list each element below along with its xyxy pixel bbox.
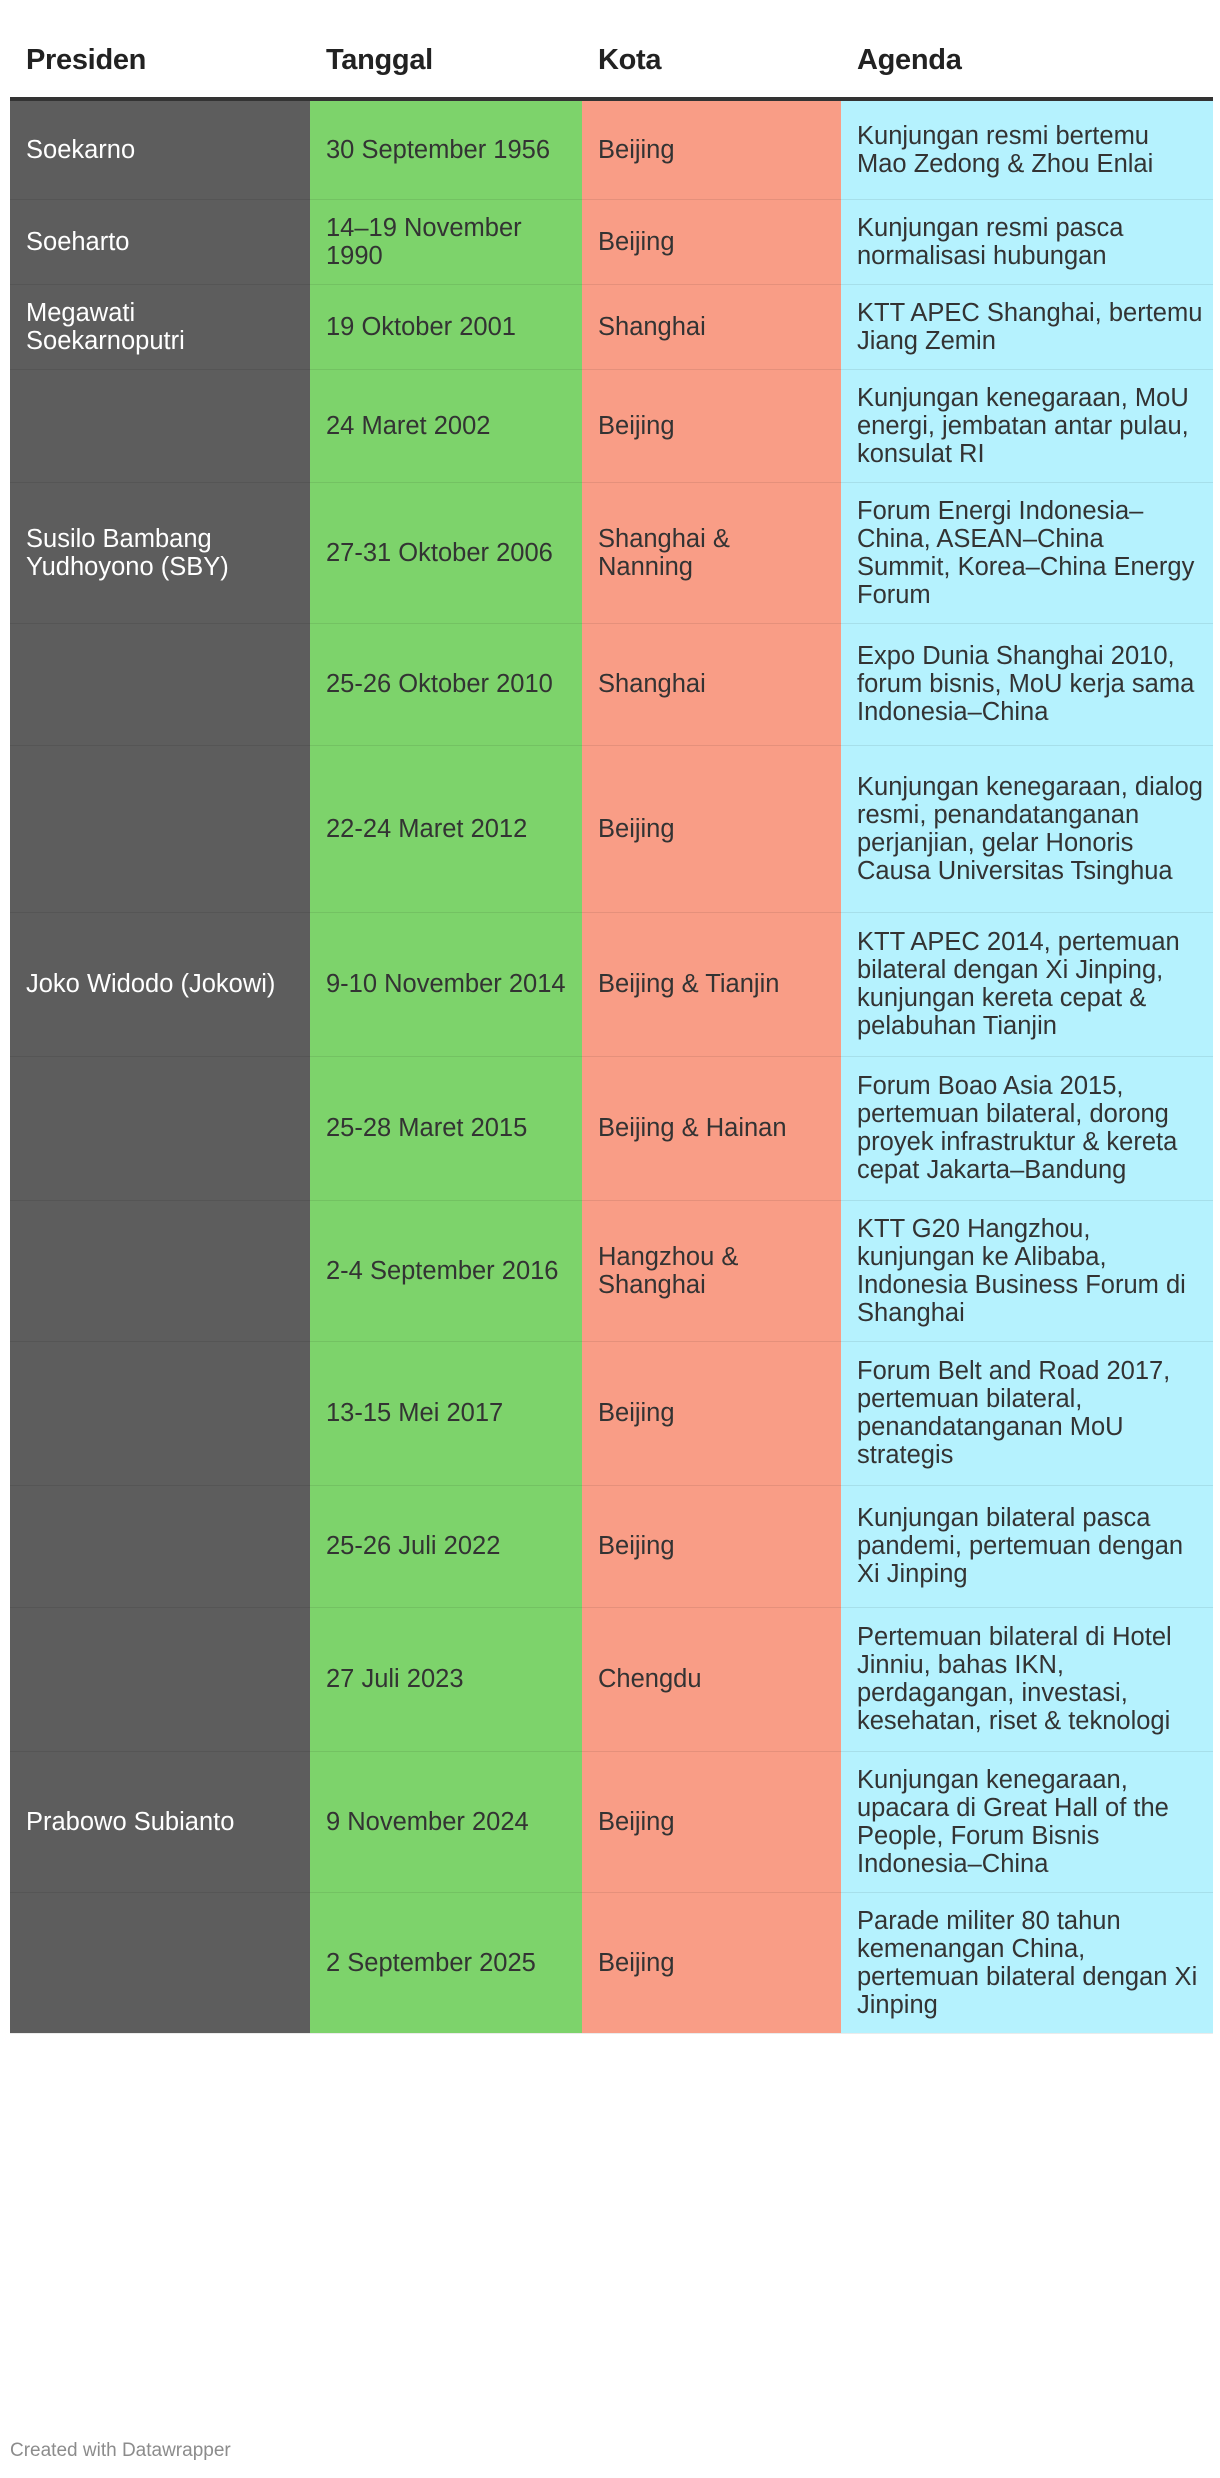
table-row bbox=[10, 99, 1213, 199]
cell-kota: Shanghai & Nanning bbox=[582, 482, 841, 623]
cell-agenda: Forum Boao Asia 2015, pertemuan bilateral, dorong proyek infrastruktur & kereta cepat Jakarta–Bandung bbox=[841, 1056, 1213, 1200]
cell-presiden: Soekarno bbox=[10, 99, 310, 199]
cell-agenda: Forum Energi Indonesia–China, ASEAN–China Summit, Korea–China Energy Forum bbox=[841, 482, 1213, 623]
table-row bbox=[10, 1892, 1213, 2033]
cell-kota: Beijing bbox=[582, 1892, 841, 2033]
cell-tanggal: 25-26 Juli 2022 bbox=[310, 1485, 582, 1607]
visits-table-container bbox=[10, 28, 1213, 2034]
header-row bbox=[10, 28, 1213, 99]
cell-presiden: Megawati Soekarnoputri bbox=[10, 284, 310, 369]
cell-agenda: Pertemuan bilateral di Hotel Jinniu, bahas IKN, perdagangan, investasi, kesehatan, riset & teknologi bbox=[841, 1607, 1213, 1751]
table-header bbox=[10, 28, 1213, 99]
cell-kota: Beijing bbox=[582, 369, 841, 482]
header-kota[interactable]: Kota bbox=[582, 28, 841, 99]
cell-presiden bbox=[10, 1892, 310, 2033]
cell-agenda: Kunjungan bilateral pasca pandemi, pertemuan dengan Xi Jinping bbox=[841, 1485, 1213, 1607]
cell-tanggal: 30 September 1956 bbox=[310, 99, 582, 199]
cell-agenda: Kunjungan resmi bertemu Mao Zedong & Zhou Enlai bbox=[841, 99, 1213, 199]
table-row bbox=[10, 1485, 1213, 1607]
header-tanggal[interactable]: Tanggal bbox=[310, 28, 582, 99]
cell-kota: Beijing bbox=[582, 99, 841, 199]
table-row bbox=[10, 1341, 1213, 1485]
table-row bbox=[10, 1200, 1213, 1341]
cell-presiden bbox=[10, 1607, 310, 1751]
header-agenda[interactable]: Agenda bbox=[841, 28, 1213, 99]
cell-agenda: Kunjungan kenegaraan, upacara di Great Hall of the People, Forum Bisnis Indonesia–China bbox=[841, 1751, 1213, 1892]
visits-table bbox=[10, 28, 1213, 2034]
cell-tanggal: 27-31 Oktober 2006 bbox=[310, 482, 582, 623]
cell-agenda: KTT APEC 2014, pertemuan bilateral dengan Xi Jinping, kunjungan kereta cepat & pelabuhan Tianjin bbox=[841, 912, 1213, 1056]
cell-presiden bbox=[10, 1341, 310, 1485]
cell-kota: Beijing bbox=[582, 1751, 841, 1892]
cell-kota: Beijing bbox=[582, 1485, 841, 1607]
cell-presiden: Soeharto bbox=[10, 199, 310, 284]
cell-tanggal: 24 Maret 2002 bbox=[310, 369, 582, 482]
cell-tanggal: 9 November 2024 bbox=[310, 1751, 582, 1892]
header-presiden[interactable]: Presiden bbox=[10, 28, 310, 99]
cell-presiden: Joko Widodo (Jokowi) bbox=[10, 912, 310, 1056]
cell-tanggal: 22-24 Maret 2012 bbox=[310, 745, 582, 912]
table-row bbox=[10, 369, 1213, 482]
cell-presiden bbox=[10, 623, 310, 745]
cell-agenda: KTT APEC Shanghai, bertemu Jiang Zemin bbox=[841, 284, 1213, 369]
cell-tanggal: 2-4 September 2016 bbox=[310, 1200, 582, 1341]
cell-agenda: Kunjungan kenegaraan, MoU energi, jembatan antar pulau, konsulat RI bbox=[841, 369, 1213, 482]
table-row bbox=[10, 1607, 1213, 1751]
cell-presiden bbox=[10, 1200, 310, 1341]
table-row bbox=[10, 482, 1213, 623]
cell-agenda: Kunjungan kenegaraan, dialog resmi, penandatanganan perjanjian, gelar Honoris Causa Universitas Tsinghua bbox=[841, 745, 1213, 912]
cell-presiden: Susilo Bambang Yudhoyono (SBY) bbox=[10, 482, 310, 623]
cell-agenda: Kunjungan resmi pasca normalisasi hubungan bbox=[841, 199, 1213, 284]
cell-kota: Beijing bbox=[582, 745, 841, 912]
table-row bbox=[10, 284, 1213, 369]
cell-tanggal: 9-10 November 2014 bbox=[310, 912, 582, 1056]
cell-presiden bbox=[10, 1485, 310, 1607]
cell-tanggal: 27 Juli 2023 bbox=[310, 1607, 582, 1751]
cell-agenda: Forum Belt and Road 2017, pertemuan bilateral, penandatanganan MoU strategis bbox=[841, 1341, 1213, 1485]
cell-kota: Shanghai bbox=[582, 623, 841, 745]
cell-kota: Beijing & Tianjin bbox=[582, 912, 841, 1056]
cell-kota: Chengdu bbox=[582, 1607, 841, 1751]
cell-tanggal: 2 September 2025 bbox=[310, 1892, 582, 2033]
table-row bbox=[10, 912, 1213, 1056]
table-row bbox=[10, 1056, 1213, 1200]
cell-tanggal: 14–19 November 1990 bbox=[310, 199, 582, 284]
cell-presiden: Prabowo Subianto bbox=[10, 1751, 310, 1892]
footer-credit: Created with Datawrapper bbox=[10, 2440, 231, 2461]
table-row bbox=[10, 199, 1213, 284]
cell-kota: Beijing bbox=[582, 199, 841, 284]
table-row bbox=[10, 623, 1213, 745]
cell-agenda: Expo Dunia Shanghai 2010, forum bisnis, MoU kerja sama Indonesia–China bbox=[841, 623, 1213, 745]
cell-kota: Beijing & Hainan bbox=[582, 1056, 841, 1200]
table-row bbox=[10, 745, 1213, 912]
cell-kota: Beijing bbox=[582, 1341, 841, 1485]
cell-tanggal: 19 Oktober 2001 bbox=[310, 284, 582, 369]
cell-agenda: Parade militer 80 tahun kemenangan China, pertemuan bilateral dengan Xi Jinping bbox=[841, 1892, 1213, 2033]
cell-tanggal: 25-28 Maret 2015 bbox=[310, 1056, 582, 1200]
table-row bbox=[10, 1751, 1213, 1892]
cell-kota: Hangzhou & Shanghai bbox=[582, 1200, 841, 1341]
cell-presiden bbox=[10, 369, 310, 482]
table-body bbox=[10, 99, 1213, 2033]
cell-tanggal: 13-15 Mei 2017 bbox=[310, 1341, 582, 1485]
cell-agenda: KTT G20 Hangzhou, kunjungan ke Alibaba, Indonesia Business Forum di Shanghai bbox=[841, 1200, 1213, 1341]
cell-presiden bbox=[10, 745, 310, 912]
cell-tanggal: 25-26 Oktober 2010 bbox=[310, 623, 582, 745]
cell-presiden bbox=[10, 1056, 310, 1200]
cell-kota: Shanghai bbox=[582, 284, 841, 369]
